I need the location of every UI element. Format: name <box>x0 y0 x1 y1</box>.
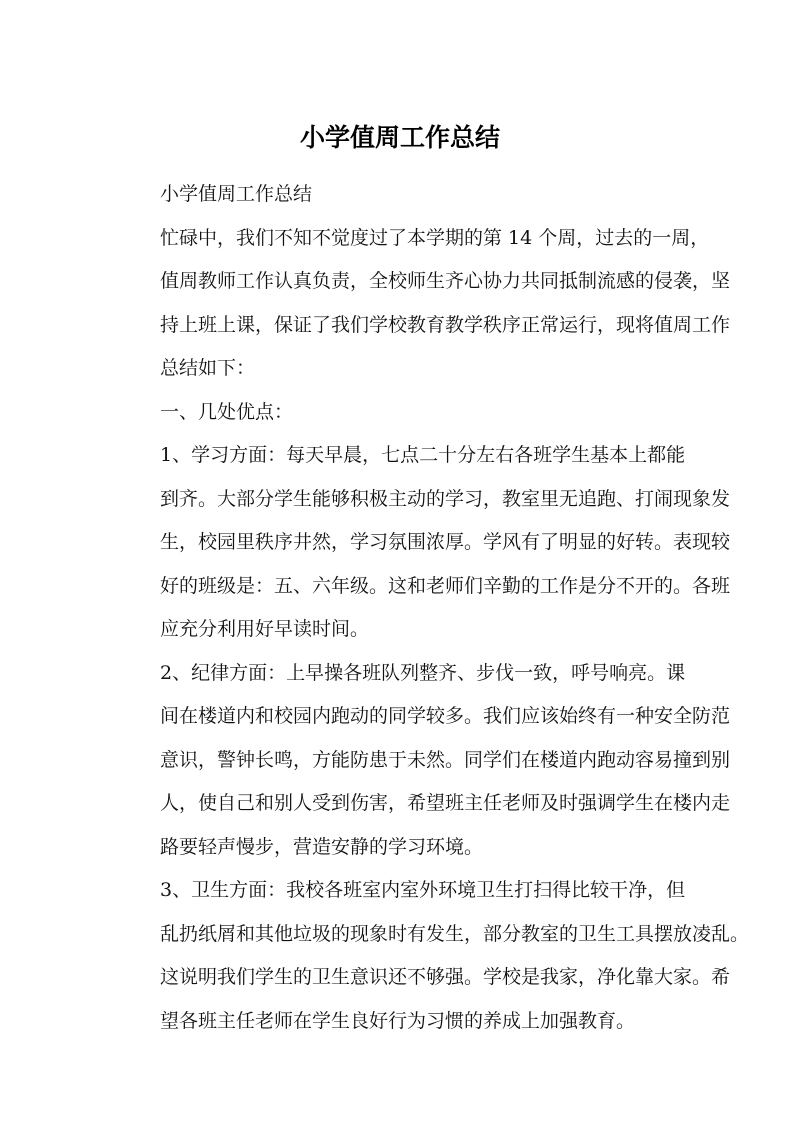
text-line: 持上班上课，保证了我们学校教育教学秩序正常运行，现将值周工作 <box>160 313 731 336</box>
text-line: 乱扔纸屑和其他垃圾的现象时有发生，部分教室的卫生工具摆放凌乱。 <box>160 922 750 945</box>
item3-paragraph <box>122 869 750 1043</box>
text-line: 意识，警钟长鸣，方能防患于未然。同学们在楼道内跑动容易撞到别 <box>160 748 731 771</box>
text-line: 值周教师工作认真负责，全校师生齐心协力共同抵制流感的侵袭，坚 <box>160 270 731 292</box>
document-title: 小学值周工作总结 <box>299 123 500 152</box>
text-line: 1、学习方面：每天早晨，七点二十分左右各班学生基本上都能 <box>160 444 686 466</box>
document-body <box>122 173 750 1043</box>
text-line: 3、卫生方面：我校各班室内室外环境卫生打扫得比较干净，但 <box>160 879 686 901</box>
intro-paragraph <box>122 217 731 391</box>
text-line: 这说明我们学生的卫生意识还不够强。学校是我家，净化靠大家。希 <box>160 966 731 988</box>
text-line: 间在楼道内和校园内跑动的同学较多。我们应该始终有一种安全防范 <box>160 705 731 727</box>
text-line: 2、纪律方面：上早操各班队列整齐、步伐一致，呼号响亮。课 <box>160 661 686 684</box>
section-heading: 一、几处优点： <box>160 400 294 423</box>
subtitle-paragraph: 小学值周工作总结 <box>160 183 313 205</box>
text-line: 望各班主任老师在学生良好行为习惯的养成上加强教育。 <box>160 1009 636 1032</box>
item1-paragraph <box>122 434 731 652</box>
text-line: 生，校园里秩序井然，学习氛围浓厚。学风有了明显的好转。表现较 <box>160 531 731 553</box>
text-line: 忙碌中，我们不知不觉度过了本学期的第 14 个周，过去的一周， <box>160 226 710 249</box>
text-line: 路要轻声慢步，营造安静的学习环境。 <box>160 835 484 858</box>
text-line: 好的班级是：五、六年级。这和老师们辛勤的工作是分不开的。各班 <box>160 574 731 597</box>
text-line: 到齐。大部分学生能够积极主动的学习，教室里无追跑、打闹现象发 <box>160 487 731 510</box>
text-line: 总结如下： <box>160 357 256 379</box>
text-line: 应充分利用好早读时间。 <box>160 618 370 640</box>
item2-paragraph <box>122 652 731 870</box>
text-line: 人，使自己和别人受到伤害，希望班主任老师及时强调学生在楼内走 <box>160 792 731 814</box>
